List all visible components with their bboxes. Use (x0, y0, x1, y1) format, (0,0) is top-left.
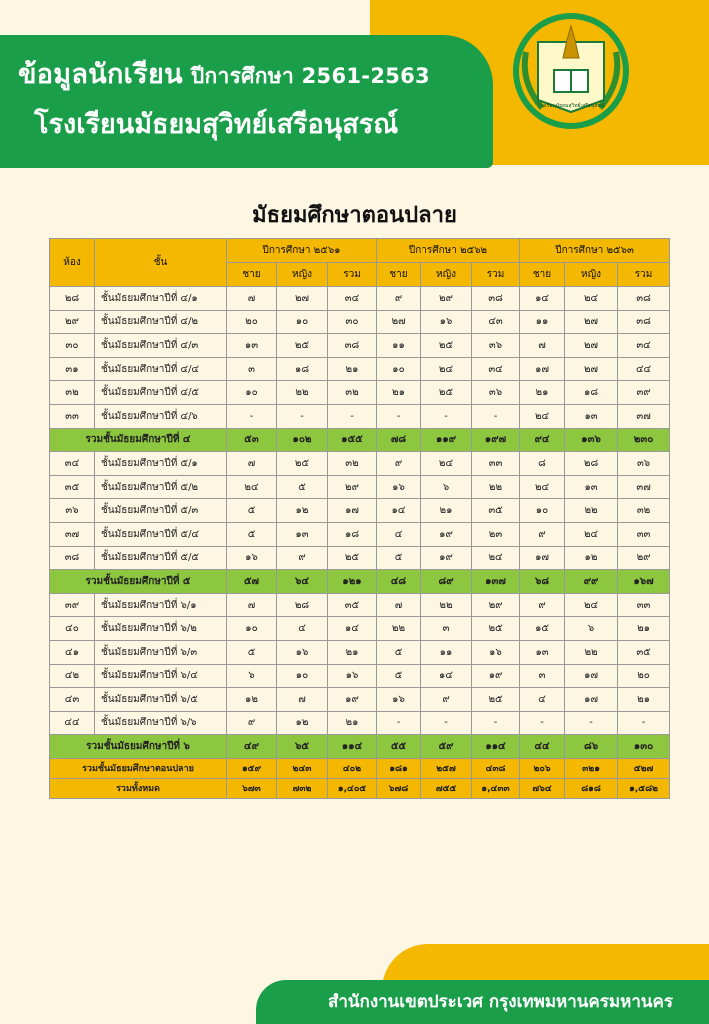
value-cell: ๗ (520, 334, 565, 358)
value-cell: ๑๒ (277, 499, 328, 523)
header-year-2562: ปีการศึกษา ๒๕๖๒ (377, 239, 520, 263)
value-cell: ๑๙ (328, 688, 377, 712)
level-cell: ชั้นมัธยมศึกษาปีที่ ๖/๖ (95, 711, 227, 735)
value-cell: ๒๕ (472, 688, 520, 712)
value-cell: ๓๒ (328, 381, 377, 405)
value-cell: ๖ (421, 475, 472, 499)
total-label-cell: รวมชั้นมัธยมศึกษาปีที่ ๔ (50, 428, 227, 452)
room-cell: ๔๐ (50, 617, 95, 641)
logo-caption: โรงเรียนมัธยมสุวิทย์เสรีอนุสรณ์ (537, 103, 605, 109)
level-cell: ชั้นมัธยมศึกษาปีที่ ๖/๕ (95, 688, 227, 712)
room-cell: ๓๗ (50, 522, 95, 546)
room-cell: ๒๙ (50, 310, 95, 334)
value-cell: ๕๓ (227, 428, 277, 452)
value-cell: ๒๑ (618, 688, 670, 712)
room-cell: ๔๔ (50, 711, 95, 735)
value-cell: ๔๔ (520, 735, 565, 759)
room-cell: ๓๒ (50, 381, 95, 405)
level-cell: ชั้นมัธยมศึกษาปีที่ ๕/๔ (95, 522, 227, 546)
value-cell: ๒๕ (277, 334, 328, 358)
value-cell: ๑๗ (520, 546, 565, 570)
value-cell: - (377, 404, 421, 428)
room-cell: ๔๓ (50, 688, 95, 712)
value-cell: ๒๒ (421, 593, 472, 617)
value-cell: ๒๒ (565, 640, 618, 664)
subtotal-row (50, 428, 670, 452)
table-row (50, 381, 670, 405)
value-cell: ๑๔ (328, 617, 377, 641)
table-row (50, 310, 670, 334)
value-cell: ๑๓ (277, 522, 328, 546)
value-cell: ๑๐๒ (277, 428, 328, 452)
value-cell: ๑๙ (421, 522, 472, 546)
room-cell: ๓๘ (50, 546, 95, 570)
value-cell: ๑๘ (565, 381, 618, 405)
value-cell: ๔ (277, 617, 328, 641)
value-cell: ๓ (227, 357, 277, 381)
value-cell: ๖๔ (277, 570, 328, 594)
value-cell: ๑๑ (377, 334, 421, 358)
table-row (50, 522, 670, 546)
value-cell: ๕๗ (227, 570, 277, 594)
footer-text: สำนักงานเขตประเวศ กรุงเทพมหานครมหานคร (327, 992, 673, 1012)
level-cell: ชั้นมัธยมศึกษาปีที่ ๔/๖ (95, 404, 227, 428)
value-cell: ๓๕ (618, 640, 670, 664)
value-cell: ๒๐ (618, 664, 670, 688)
value-cell: ๗ (227, 287, 277, 311)
header-female: หญิง (421, 263, 472, 287)
value-cell: ๑๘ (277, 357, 328, 381)
value-cell: ๓๖ (472, 334, 520, 358)
header-level: ชั้น (95, 239, 227, 287)
value-cell: ๑๒ (227, 688, 277, 712)
student-table (49, 238, 670, 799)
value-cell: ๒๐ (227, 310, 277, 334)
value-cell: ๓๒ (328, 452, 377, 476)
value-cell: ๖๕ (277, 735, 328, 759)
value-cell: ๕ (377, 640, 421, 664)
value-cell: ๒๒ (277, 381, 328, 405)
value-cell: - (227, 404, 277, 428)
value-cell: ๖ (565, 617, 618, 641)
value-cell: ๗ (277, 688, 328, 712)
table-row (50, 688, 670, 712)
value-cell: ๒๔ (472, 546, 520, 570)
value-cell: ๔๙ (227, 735, 277, 759)
value-cell: ๓๘ (472, 287, 520, 311)
level-cell: ชั้นมัธยมศึกษาปีที่ ๔/๑ (95, 287, 227, 311)
value-cell: ๓๐ (328, 310, 377, 334)
value-cell: ๒๕ (472, 617, 520, 641)
value-cell: ๙ (377, 452, 421, 476)
room-cell: ๓๕ (50, 475, 95, 499)
value-cell: ๖๗๘ (377, 778, 421, 798)
grand-total-row (50, 758, 670, 778)
value-cell: ๔๘ (377, 570, 421, 594)
value-cell: ๑๘๑ (377, 758, 421, 778)
value-cell: - (328, 404, 377, 428)
value-cell: ๓๓ (618, 522, 670, 546)
value-cell: ๑๖ (277, 640, 328, 664)
level-cell: ชั้นมัธยมศึกษาปีที่ ๔/๕ (95, 381, 227, 405)
value-cell: ๑๕๕ (328, 428, 377, 452)
value-cell: ๓๗ (618, 404, 670, 428)
value-cell: ๗ (227, 452, 277, 476)
value-cell: ๒๓ (472, 522, 520, 546)
level-cell: ชั้นมัธยมศึกษาปีที่ ๖/๓ (95, 640, 227, 664)
table-row (50, 452, 670, 476)
value-cell: ๒๕ (328, 546, 377, 570)
value-cell: ๒๕ (421, 334, 472, 358)
value-cell: - (618, 711, 670, 735)
level-cell: ชั้นมัธยมศึกษาปีที่ ๖/๔ (95, 664, 227, 688)
value-cell: ๒๑ (421, 499, 472, 523)
value-cell: ๒๗ (565, 310, 618, 334)
level-cell: ชั้นมัธยมศึกษาปีที่ ๖/๒ (95, 617, 227, 641)
table-row (50, 404, 670, 428)
value-cell: ๕ (227, 640, 277, 664)
value-cell: ๑๐ (377, 357, 421, 381)
value-cell: ๑๐ (227, 617, 277, 641)
value-cell: ๒๔ (565, 287, 618, 311)
value-cell: ๑๔ (421, 664, 472, 688)
value-cell: ๑๐ (277, 664, 328, 688)
level-cell: ชั้นมัธยมศึกษาปีที่ ๔/๓ (95, 334, 227, 358)
value-cell: ๑๒ (565, 546, 618, 570)
level-cell: ชั้นมัธยมศึกษาปีที่ ๔/๒ (95, 310, 227, 334)
school-name: โรงเรียนมัธยมสุวิทย์เสรีอนุสรณ์ (34, 109, 399, 140)
value-cell: ๑๖ (377, 475, 421, 499)
header-female: หญิง (277, 263, 328, 287)
value-cell: ๑๙ (421, 546, 472, 570)
header-female: หญิง (565, 263, 618, 287)
value-cell: ๗๖๔ (520, 778, 565, 798)
header-male: ชาย (377, 263, 421, 287)
level-cell: ชั้นมัธยมศึกษาปีที่ ๔/๔ (95, 357, 227, 381)
table-body (50, 287, 670, 799)
value-cell: - (472, 404, 520, 428)
value-cell: ๒๑ (520, 381, 565, 405)
value-cell: ๒๔๓ (277, 758, 328, 778)
value-cell: ๔๓๘ (472, 758, 520, 778)
value-cell: ๑๖ (328, 664, 377, 688)
value-cell: ๑๑ (520, 310, 565, 334)
level-cell: ชั้นมัธยมศึกษาปีที่ ๕/๑ (95, 452, 227, 476)
value-cell: ๓๕ (328, 593, 377, 617)
value-cell: - (472, 711, 520, 735)
value-cell: ๓๓ (618, 593, 670, 617)
value-cell: ๔๐๒ (328, 758, 377, 778)
value-cell: ๒๔ (565, 593, 618, 617)
value-cell: ๑,๕๘๒ (618, 778, 670, 798)
table-row (50, 617, 670, 641)
value-cell: ๒๒ (472, 475, 520, 499)
value-cell: ๙ (421, 688, 472, 712)
table-row (50, 334, 670, 358)
header-year-2563: ปีการศึกษา ๒๕๖๓ (520, 239, 670, 263)
table-row (50, 711, 670, 735)
room-cell: ๓๖ (50, 499, 95, 523)
value-cell: ๙ (520, 593, 565, 617)
value-cell: ๒๕ (277, 452, 328, 476)
total-label-cell: รวมชั้นมัธยมศึกษาปีที่ ๕ (50, 570, 227, 594)
value-cell: ๒๙ (328, 475, 377, 499)
value-cell: ๒๔ (520, 404, 565, 428)
value-cell: ๒๗ (565, 334, 618, 358)
value-cell: ๑๙๗ (472, 428, 520, 452)
value-cell: ๗ (227, 593, 277, 617)
room-cell: ๓๐ (50, 334, 95, 358)
room-cell: ๔๑ (50, 640, 95, 664)
value-cell: ๙๔ (520, 428, 565, 452)
value-cell: ๑๗ (520, 357, 565, 381)
total-label-cell: รวมชั้นมัธยมศึกษาตอนปลาย (50, 758, 227, 778)
value-cell: ๓ (421, 617, 472, 641)
value-cell: ๘๑๘ (565, 778, 618, 798)
value-cell: ๒๗ (377, 310, 421, 334)
value-cell: - (421, 711, 472, 735)
value-cell: ๓๔ (618, 334, 670, 358)
value-cell: ๑๑ (421, 640, 472, 664)
value-cell: ๕ (377, 546, 421, 570)
value-cell: ๑,๔๐๕ (328, 778, 377, 798)
value-cell: ๒๔ (520, 475, 565, 499)
value-cell: ๙๙ (565, 570, 618, 594)
value-cell: ๗๘ (377, 428, 421, 452)
value-cell: ๑๓ (520, 640, 565, 664)
section-title: มัธยมศึกษาตอนปลาย (252, 203, 457, 228)
header-total: รวม (618, 263, 670, 287)
room-cell: ๓๙ (50, 593, 95, 617)
table-row (50, 546, 670, 570)
year-range-text: ปีการศึกษา 2561-2563 (190, 64, 430, 88)
value-cell: ๑๓๐ (618, 735, 670, 759)
value-cell: ๘๖ (565, 735, 618, 759)
header-male: ชาย (227, 263, 277, 287)
value-cell: ๔ (520, 688, 565, 712)
value-cell: - (565, 711, 618, 735)
value-cell: ๑๖ (377, 688, 421, 712)
value-cell: ๒๕ (421, 381, 472, 405)
level-cell: ชั้นมัธยมศึกษาปีที่ ๕/๕ (95, 546, 227, 570)
room-cell: ๓๑ (50, 357, 95, 381)
value-cell: ๑๓ (227, 334, 277, 358)
value-cell: ๓๔ (328, 287, 377, 311)
value-cell: ๕๙ (421, 735, 472, 759)
value-cell: ๘ (520, 452, 565, 476)
value-cell: ๑๘ (328, 522, 377, 546)
value-cell: ๑๕๙ (227, 758, 277, 778)
value-cell: ๒๓๐ (618, 428, 670, 452)
value-cell: ๑๕ (520, 617, 565, 641)
table-row (50, 357, 670, 381)
value-cell: ๗๕๕ (421, 778, 472, 798)
value-cell: - (377, 711, 421, 735)
level-cell: ชั้นมัธยมศึกษาปีที่ ๖/๑ (95, 593, 227, 617)
value-cell: ๙ (520, 522, 565, 546)
value-cell: ๑๗ (565, 664, 618, 688)
subtotal-row (50, 570, 670, 594)
value-cell: ๒๒ (377, 617, 421, 641)
table-row (50, 593, 670, 617)
value-cell: ๓ (520, 664, 565, 688)
header-male: ชาย (520, 263, 565, 287)
value-cell: ๒๑ (328, 711, 377, 735)
value-cell: ๑๔ (377, 499, 421, 523)
value-cell: - (277, 404, 328, 428)
value-cell: ๑๐ (227, 381, 277, 405)
value-cell: ๑๓๖ (565, 428, 618, 452)
value-cell: ๓๖ (618, 452, 670, 476)
value-cell: ๕ (377, 664, 421, 688)
value-cell: ๓๖ (472, 381, 520, 405)
subtotal-row (50, 735, 670, 759)
table-row (50, 287, 670, 311)
value-cell: ๒๕๗ (421, 758, 472, 778)
value-cell: ๑๙ (472, 664, 520, 688)
value-cell: ๕ (227, 522, 277, 546)
value-cell: ๑๔ (520, 287, 565, 311)
table-row (50, 664, 670, 688)
value-cell: ๒๐๖ (520, 758, 565, 778)
value-cell: ๑๗ (328, 499, 377, 523)
table-row (50, 499, 670, 523)
room-cell: ๓๓ (50, 404, 95, 428)
value-cell: ๒๔ (565, 522, 618, 546)
value-cell: ๒๗ (565, 357, 618, 381)
value-cell: ๒๘ (565, 452, 618, 476)
value-cell: ๑๐ (520, 499, 565, 523)
grand-total-row (50, 778, 670, 798)
total-label-cell: รวมชั้นมัธยมศึกษาปีที่ ๖ (50, 735, 227, 759)
value-cell: ๒๔ (227, 475, 277, 499)
header-total: รวม (328, 263, 377, 287)
page-title (18, 52, 430, 95)
value-cell: ๕๒๗ (618, 758, 670, 778)
room-cell: ๓๔ (50, 452, 95, 476)
value-cell: ๑๑๔ (328, 735, 377, 759)
value-cell: ๑๖ (472, 640, 520, 664)
value-cell: ๒๑ (377, 381, 421, 405)
value-cell: ๖๗๓ (227, 778, 277, 798)
value-cell: ๓๘ (618, 287, 670, 311)
value-cell: ๑๐ (277, 310, 328, 334)
value-cell: ๓๙ (618, 381, 670, 405)
value-cell: ๔ (377, 522, 421, 546)
table-row (50, 640, 670, 664)
value-cell: ๑๒ (277, 711, 328, 735)
value-cell: ๗ (377, 593, 421, 617)
level-cell: ชั้นมัธยมศึกษาปีที่ ๕/๓ (95, 499, 227, 523)
value-cell: ๙ (377, 287, 421, 311)
value-cell: ๒๙ (618, 546, 670, 570)
value-cell: ๑๓๗ (472, 570, 520, 594)
value-cell: ๒๙ (472, 593, 520, 617)
value-cell: ๑๒๑ (328, 570, 377, 594)
value-cell: ๒๙ (421, 287, 472, 311)
value-cell: ๗๓๒ (277, 778, 328, 798)
total-label-cell: รวมทั้งหมด (50, 778, 227, 798)
value-cell: ๒๑ (618, 617, 670, 641)
value-cell: ๓๕ (472, 499, 520, 523)
value-cell: ๑,๔๓๓ (472, 778, 520, 798)
value-cell: - (421, 404, 472, 428)
value-cell: ๑๓ (565, 404, 618, 428)
level-cell: ชั้นมัธยมศึกษาปีที่ ๕/๒ (95, 475, 227, 499)
value-cell: ๒๔ (421, 452, 472, 476)
value-cell: ๒๘ (277, 593, 328, 617)
value-cell: ๕๕ (377, 735, 421, 759)
value-cell: ๖๘ (520, 570, 565, 594)
value-cell: ๒๒ (565, 499, 618, 523)
value-cell: ๘๙ (421, 570, 472, 594)
header-year-2561: ปีการศึกษา ๒๕๖๑ (227, 239, 377, 263)
value-cell: ๓๘ (618, 310, 670, 334)
value-cell: ๙ (227, 711, 277, 735)
school-logo-icon (512, 12, 630, 130)
value-cell: ๑๖๗ (618, 570, 670, 594)
value-cell: ๓๗ (618, 475, 670, 499)
value-cell: ๒๑ (328, 357, 377, 381)
value-cell: ๒๗ (277, 287, 328, 311)
value-cell: ๙ (277, 546, 328, 570)
value-cell: ๒๑ (328, 640, 377, 664)
value-cell: ๒๔ (421, 357, 472, 381)
value-cell: ๓๔ (472, 357, 520, 381)
value-cell: ๑๑๙ (421, 428, 472, 452)
value-cell: ๓๓ (472, 452, 520, 476)
value-cell: ๕ (227, 499, 277, 523)
value-cell: ๓๒๑ (565, 758, 618, 778)
header-room: ห้อง (50, 239, 95, 287)
value-cell: ๓๒ (618, 499, 670, 523)
value-cell: ๑๓ (565, 475, 618, 499)
value-cell: ๑๖ (421, 310, 472, 334)
room-cell: ๔๒ (50, 664, 95, 688)
value-cell: ๖ (227, 664, 277, 688)
value-cell: ๑๖ (227, 546, 277, 570)
header-total: รวม (472, 263, 520, 287)
value-cell: ๔๓ (472, 310, 520, 334)
title-text: ข้อมูลนักเรียน (18, 59, 183, 90)
value-cell: ๕ (277, 475, 328, 499)
value-cell: ๑๗ (565, 688, 618, 712)
value-cell: ๑๑๔ (472, 735, 520, 759)
value-cell: - (520, 711, 565, 735)
room-cell: ๒๘ (50, 287, 95, 311)
table-row (50, 475, 670, 499)
value-cell: ๔๔ (618, 357, 670, 381)
value-cell: ๓๘ (328, 334, 377, 358)
